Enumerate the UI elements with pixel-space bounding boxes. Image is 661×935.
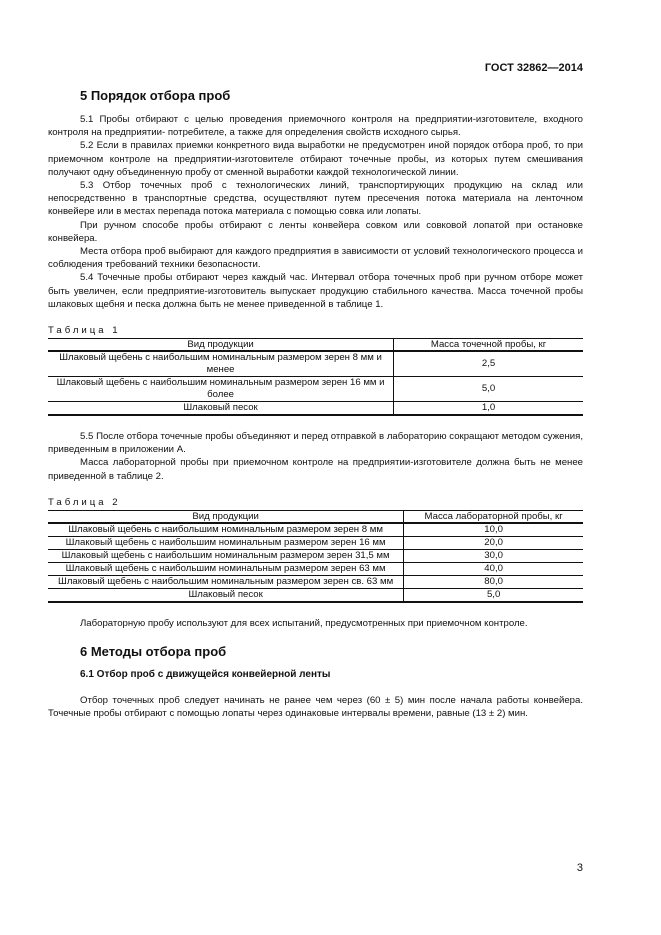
product-cell: Шлаковый щебень с наибольшим номинальным размером зерен 16 мм [48, 536, 404, 549]
paragraph-5-2: 5.2 Если в правилах приемки конкретного вида выработки не предусмотрен иной порядок отбора проб, то при приемочном контроле на предприятии-изготовителе отбирают точечные пробы, из которых путем смешивания получают одну объединенную пробу от сменной выработки каждой технологической линии. [48, 140, 583, 178]
mass-cell: 20,0 [404, 536, 583, 549]
mass-cell: 40,0 [404, 562, 583, 575]
paragraph-lab-sample-mass: Масса лабораторной пробы при приемочном контроле на предприятии-изготовителе должна быть не менее приведенной в таблице 2. [48, 457, 583, 482]
mass-cell: 30,0 [404, 549, 583, 562]
table-row [48, 588, 583, 602]
table-row [48, 562, 583, 575]
mass-cell: 1,0 [394, 402, 583, 416]
table-row [48, 536, 583, 549]
document-code: ГОСТ 32862—2014 [484, 62, 583, 74]
mass-cell: 80,0 [404, 575, 583, 588]
paragraph-5-1: 5.1 Пробы отбирают с целью проведения приемочного контроля на предприятии-изготовителе, входного контроля на предприятии- потребителе, а также для определения свойств исходного сырья. [48, 114, 583, 139]
table-1-header-mass: Масса точечной пробы, кг [394, 339, 583, 352]
paragraph-6-1: Отбор точечных проб следует начинать не ранее чем через (60 ± 5) мин после начала работы конвейера. Точечные пробы отбирают с помощью лопаты через одинаковые интервалы времени, равные (13 ± 2) мин. [48, 695, 583, 720]
product-cell: Шлаковый песок [48, 588, 404, 602]
mass-cell: 5,0 [404, 588, 583, 602]
table-1 [48, 338, 583, 416]
paragraph-5-4: 5.4 Точечные пробы отбирают через каждый час. Интервал отбора точечных проб при ручном отборе может быть увеличен, если предприятие-изготовитель выпускает продукцию стабильного качества. Масса точечной пробы шлаковых щебня и песка должна быть не менее приведенной в таблице 1. [48, 272, 583, 310]
table-2-caption: Таблица 2 [48, 496, 121, 508]
table-2 [48, 510, 583, 603]
paragraph-sampling-places: Места отбора проб выбирают для каждого предприятия в зависимости от условий технологического процесса и соблюдения требований техники безопасности. [48, 246, 583, 271]
paragraph-manual-sampling: При ручном способе пробы отбирают с ленты конвейера совком или совковой лопатой при остановке конвейера. [48, 219, 583, 244]
section-6-title: 6 Методы отбора проб [80, 644, 227, 660]
table-2-header-product: Вид продукции [48, 510, 404, 523]
product-cell: Шлаковый щебень с наибольшим номинальным размером зерен 63 мм [48, 562, 404, 575]
mass-cell: 2,5 [394, 351, 583, 377]
subsection-6-1-title: 6.1 Отбор проб с движущейся конвейерной ленты [80, 669, 331, 681]
page-content [48, 88, 583, 720]
page-number: 3 [576, 862, 583, 874]
table-row [48, 377, 583, 402]
paragraph-5-3: 5.3 Отбор точечных проб с технологических линий, транспортирующих продукцию на склад или непосредственно в транспортные средства, осуществляют путем пресечения потока материала на ленточном конвейере или в местах перепада потока материала с помощью совка или лопаты. [48, 180, 583, 218]
product-cell: Шлаковый щебень с наибольшим номинальным размером зерен 8 мм и менее [48, 351, 394, 377]
section-5-title: 5 Порядок отбора проб [80, 88, 231, 103]
paragraph-5-5: 5.5 После отбора точечные пробы объединяют и перед отправкой в лабораторию сокращают методом сужения, приведенным в приложении А. [48, 431, 583, 456]
table-2-header-mass: Масса лабораторной пробы, кг [404, 510, 583, 523]
table-1-caption: Таблица 1 [48, 325, 121, 337]
table-row [48, 523, 583, 537]
product-cell: Шлаковый щебень с наибольшим номинальным размером зерен св. 63 мм [48, 575, 404, 588]
table-row [48, 402, 583, 416]
product-cell: Шлаковый щебень с наибольшим номинальным размером зерен 8 мм [48, 523, 404, 537]
product-cell: Шлаковый щебень с наибольшим номинальным размером зерен 31,5 мм [48, 549, 404, 562]
mass-cell: 5,0 [394, 377, 583, 402]
mass-cell: 10,0 [404, 523, 583, 537]
paragraph-lab-sample-usage: Лабораторную пробу используют для всех испытаний, предусмотренных при приемочном контроле. [80, 617, 528, 629]
table-row [48, 351, 583, 377]
product-cell: Шлаковый песок [48, 402, 394, 416]
table-row [48, 575, 583, 588]
product-cell: Шлаковый щебень с наибольшим номинальным размером зерен 16 мм и более [48, 377, 394, 402]
table-1-header-product: Вид продукции [48, 339, 394, 352]
table-row [48, 549, 583, 562]
